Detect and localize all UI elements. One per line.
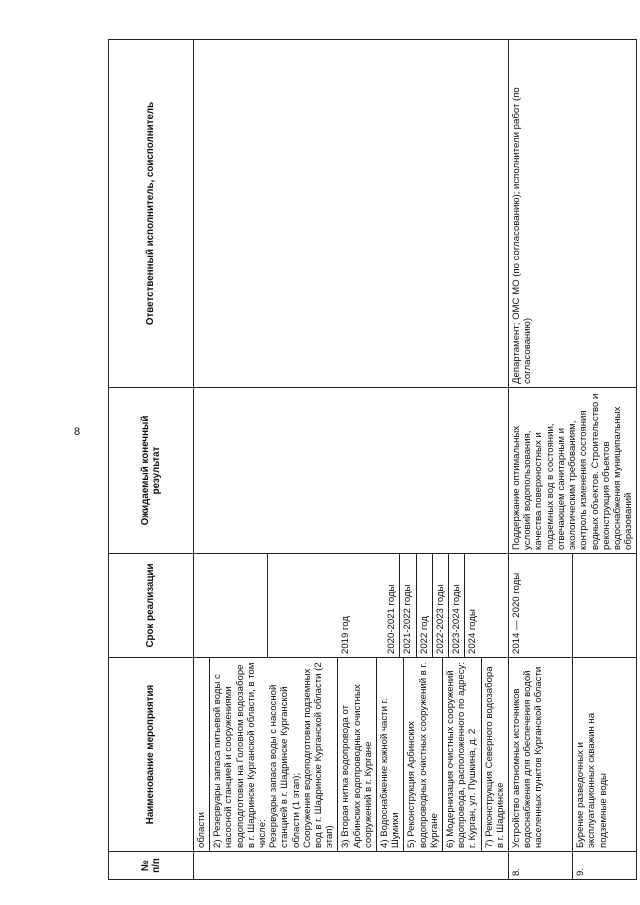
cell-name-subitems [194,658,509,852]
cell-executor-empty [194,40,509,388]
term-5: 2023-2024 годы [449,554,465,657]
cell-num-8: 8. [509,852,573,880]
cell-term-8: 2014 — 2020 годы [509,554,573,658]
cell-name-8: Устройство автономных источников водоснабжения для обеспечения водой населенных пунктов Курганской области [509,658,573,852]
measures-table [108,39,637,880]
cell-num-empty [194,852,509,880]
sub-item-6: 7) Реконструкция Северного водозабора в г. Шадринске [483,666,506,848]
cell-executor-8: Департамент; ОМС МО (по согласованию); исполнители работ (по согласованию) [509,40,637,388]
cell-result-empty [194,388,509,554]
header-executor: Ответственный исполнитель, соисполнитель [109,40,194,388]
page-number: 8 [74,426,81,438]
header-name: Наименование мероприятия [109,658,194,852]
term-6: 2024 годы [467,609,479,654]
table-row-continued [194,40,509,880]
cell-term-subitems [194,554,509,658]
header-row [109,40,194,880]
term-4: 2022-2023 годы [433,554,449,657]
sub-item-2: 3) Вторая нитка водопровода от Арбинских водопроводных очистных сооружений в г. Кургане [338,658,377,851]
term-1: 2019 год 2020-2021 годы [268,554,400,657]
cell-term-9 [573,554,637,658]
sub-item-4: 5) Реконструкция Арбинских водопроводных очистных сооружений в г. Кургане [404,658,443,851]
sub-item-3: 4) Водоснабжение южной части г. Шумихи [377,658,404,851]
sub-item-5: 6) Модернизация очистных сооружений водопровода, расположенного по адресу: г. Курган, ул. Пушкина, д. 2 [443,658,482,851]
header-num: № п/п [109,852,194,880]
header-term: Срок реализации [109,554,194,658]
sub-item-1: 2) Резервуары запаса питьевой воды с насосной станцией и сооружениями водоподготовки на Головном водозаборе в г. Шадринске Курганской области, в том числе: Резервуары запаса воды с насосной станцией в г. Шадринске Курганской области (1 этап); Сооружения водоподготовки подземных вод в г. Шадринске Курганской области (2 этап) [210,658,338,851]
sub-item-0: области [194,658,210,851]
term-2: 2021-2022 годы [400,554,416,657]
term-3: 2022 год [417,554,433,657]
table-row-8 [509,40,573,880]
cell-num-9: 9. [573,852,637,880]
cell-name-9: Бурение разведочных и эксплуатационных скважин на подземные воды [573,658,637,852]
cell-result-8: Поддержание оптимальных условий водопользования, качества поверхностных и подземных вод в состоянии, отвечающем санитарным и экологическим требованиям, контроль изменения состояния водных объектов. Строительство и реконструкция объектов водоснабжения муниципальных образований [509,388,637,554]
header-result: Ожидаемый конечный результат [109,388,194,554]
rotated-table-wrapper [108,40,635,880]
term-empty [194,554,268,657]
